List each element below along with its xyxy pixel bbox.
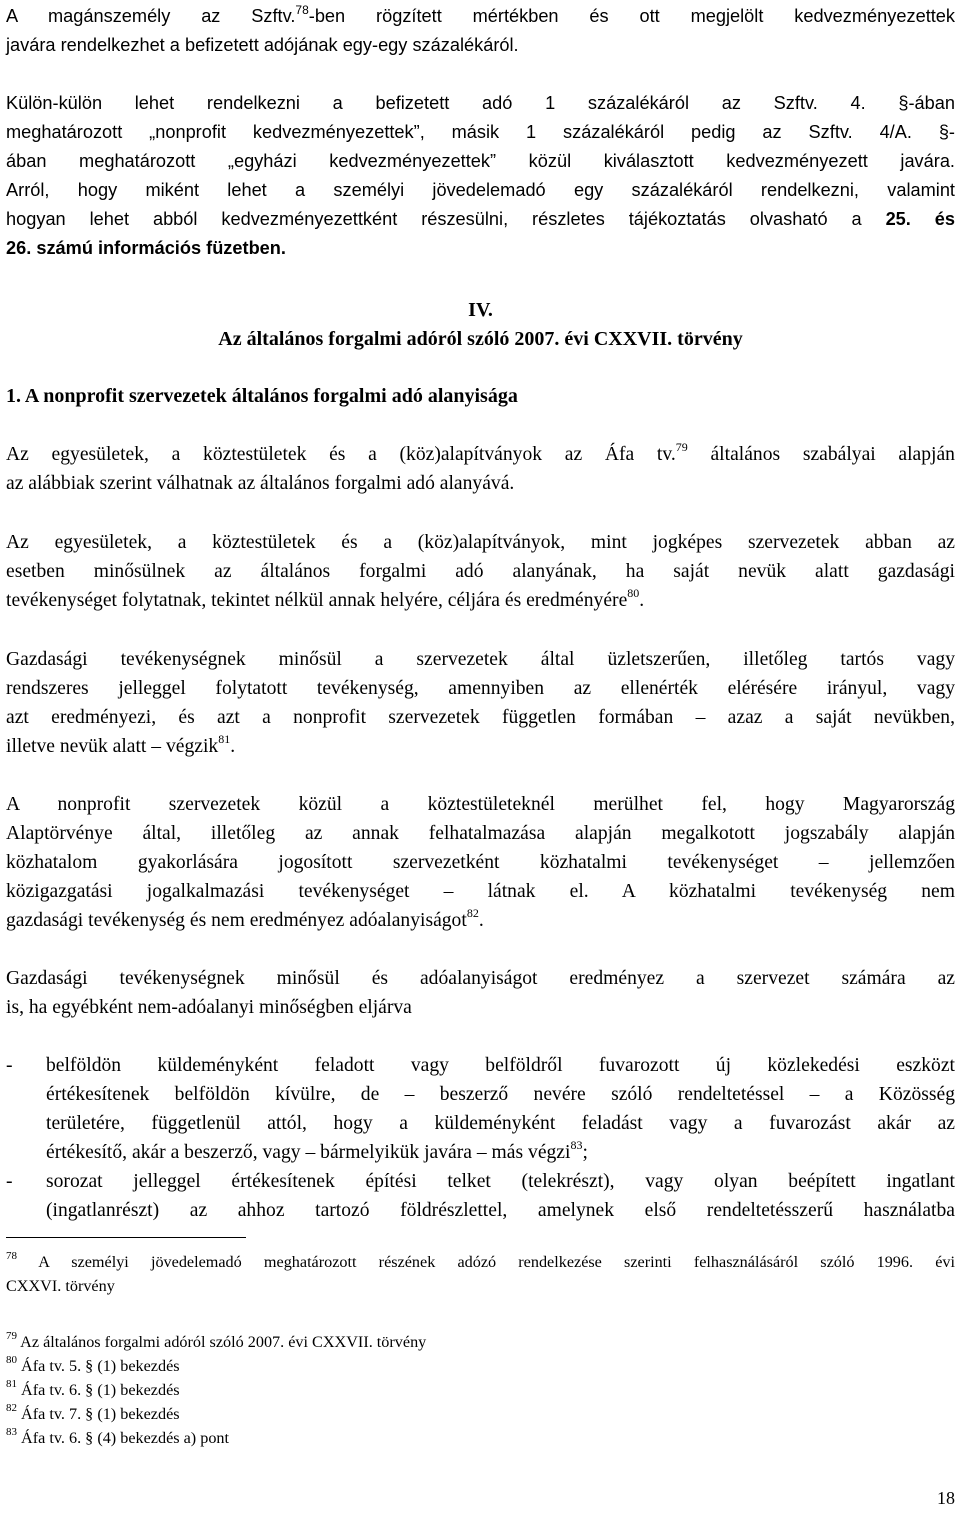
- text-line: 26. számú információs füzetben.: [6, 238, 286, 258]
- footnote-ref[interactable]: 81: [218, 732, 231, 747]
- list-item-text: [46, 1167, 955, 1225]
- text-line: belföldön küldeményként feladott vagy belföldről fuvarozott új közlekedési eszközt: [46, 1055, 955, 1076]
- paragraph-koztestuletek: [6, 790, 955, 935]
- text-line: A nonprofit szervezetek közül a köztestületeknél merülhet fel, hogy Magyarország: [6, 794, 955, 815]
- text-line: Külön-külön lehet rendelkezni a befizetett adó 1 százalékáról az Szftv. 4. §-ában: [6, 93, 955, 113]
- footnote-ref[interactable]: 78: [295, 2, 309, 17]
- footnote-number: 78: [6, 1249, 17, 1262]
- footnote-82: $^{82}$ Áfa tv. 7. § (1) bekezdés: [6, 1401, 180, 1423]
- text-line: is, ha egyébként nem-adóalanyi minőségben eljárva: [6, 997, 412, 1018]
- text-line: meghatározott „nonprofit kedvezményezettek”, másik 1 százalékáról pedig az Szftv. 4/A. §-: [6, 122, 955, 142]
- text-line: hogyan lehet abból kedvezményezettként részesülni, részletes tájékoztatás olvasható a 25. és: [6, 209, 955, 229]
- footnote-ref[interactable]: 82: [466, 906, 479, 921]
- footnote-number: 82: [6, 1401, 17, 1414]
- text-line: esetben minősülnek az általános forgalmi adó alanyának, ha saját nevük alatt gazdasági: [6, 561, 955, 582]
- text-line: közhatalom gyakorlására jogosított szervezetként közhatalmi tevékenységet – jellemzően: [6, 852, 955, 873]
- footnote-83: $^{83}$ Áfa tv. 6. § (4) bekezdés a) pont: [6, 1425, 230, 1447]
- text-line: értékesítő, akár a beszerző, vagy – bármelyikük javára – más végzi$^{83}$;: [46, 1138, 588, 1163]
- text-line: gazdasági tevékenység és nem eredményez adóalanyiságot$^{82}$.: [6, 906, 484, 931]
- footnote-separator: [6, 1237, 246, 1238]
- footnote-79: $^{79}$ Az általános forgalmi adóról szóló 2007. évi CXXVII. törvény: [6, 1329, 427, 1351]
- page-number: 18: [937, 1488, 955, 1508]
- section-number: IV.: [468, 299, 493, 321]
- footnote-80: $^{80}$ Áfa tv. 5. § (1) bekezdés: [6, 1353, 180, 1375]
- footnote-number: 80: [6, 1353, 17, 1366]
- text-line: közigazgatási jogalkalmazási tevékenységet – látnak el. A közhatalmi tevékenység nem: [6, 881, 955, 902]
- text-line: Az egyesületek, a köztestületek és a (köz)alapítványok az Áfa tv.$^{79}$ általános szabályai alapján: [6, 440, 955, 465]
- text-line: Arról, hogy miként lehet a személyi jövedelemadó egy százalékáról rendelkezni, valamint: [6, 180, 955, 200]
- section-title: Az általános forgalmi adóról szóló 2007. évi CXXVII. törvény: [218, 328, 743, 350]
- paragraph-gazdasagi-tevekenyseg: [6, 645, 955, 761]
- subsection-title: 1. A nonprofit szervezetek általános forgalmi adó alanyisága: [6, 385, 518, 407]
- text-line: Alaptörvénye által, illetőleg az annak felhatalmazása alapján megalkotott jogszabály alapján: [6, 823, 955, 844]
- text-line: azt eredményezi, és azt a nonprofit szervezetek független formában – azaz a saját nevükben,: [6, 707, 955, 728]
- paragraph-nem-adoalanyi: [6, 964, 955, 1022]
- list-dash: -: [6, 1055, 13, 1076]
- footnote-number: 79: [6, 1329, 17, 1342]
- text-line: Gazdasági tevékenységnek minősül a szervezetek által üzletszerűen, illetőleg tartós vagy: [6, 649, 955, 670]
- paragraph-kulon-rendelkezes: [6, 89, 955, 263]
- paragraph-jogkepes-szervezetek: [6, 528, 955, 615]
- footnote-ref[interactable]: 83: [570, 1138, 583, 1153]
- list-dash: -: [6, 1171, 13, 1192]
- footnote-line: $^{78}$ A személyi jövedelemadó meghatározott részének adózó rendelkezése szerinti felhasználásáról szóló 1996. évi: [6, 1249, 955, 1271]
- paragraph-szja-rendelkezes: [6, 2, 955, 60]
- footnote-number: 83: [6, 1425, 17, 1438]
- footnote-ref[interactable]: 79: [675, 440, 688, 455]
- text-line: (ingatlanrészt) az ahhoz tartozó földrészlettel, amelynek első rendeltetésszerű használatba: [46, 1200, 955, 1221]
- text-line: rendszeres jelleggel folytatott tevékenység, amennyiben az ellenérték elérésére irányul, vagy: [6, 678, 955, 699]
- footnote-number: 81: [6, 1377, 17, 1390]
- text-line: Az egyesületek, a köztestületek és a (köz)alapítványok, mint jogképes szervezetek abban az: [6, 532, 955, 553]
- text-line: tevékenységet folytatnak, tekintet nélkül annak helyére, céljára és eredményére$^{80}$.: [6, 586, 645, 611]
- footnote-line: CXXVI. törvény: [6, 1277, 115, 1295]
- text-line: javára rendelkezhet a befizetett adójának egy-egy százalékáról.: [6, 35, 519, 55]
- text-line: sorozat jelleggel értékesítenek építési telket (telekrészt), vagy olyan beépített ingatlant: [46, 1171, 955, 1192]
- text-line: az alábbiak szerint válhatnak az általános forgalmi adó alanyává.: [6, 473, 515, 494]
- text-line: Gazdasági tevékenységnek minősül és adóalanyiságot eredményez a szervezet számára az: [6, 968, 955, 989]
- text-line: illetve nevük alatt – végzik$^{81}$.: [6, 732, 236, 757]
- footnote-81: $^{81}$ Áfa tv. 6. § (1) bekezdés: [6, 1377, 180, 1399]
- text-line: ában meghatározott „egyházi kedvezményezettek” közül kiválasztott kedvezményezett javára.: [6, 151, 955, 171]
- text-line: területére, függetlenül attól, hogy a küldeményként feladást vagy a fuvarozást akár az: [46, 1113, 955, 1134]
- text-line: A magánszemély az Szftv.$^{78}$-ben rögzített mértékben és ott megjelölt kedvezményezettek: [6, 2, 956, 26]
- footnote-78: [6, 1250, 955, 1298]
- text-line: értékesítenek belföldön kívülre, de – beszerző nevére szóló rendeltetéssel – a Közösség: [46, 1084, 955, 1105]
- list-item-text: [46, 1051, 955, 1167]
- footnote-ref[interactable]: 80: [627, 586, 640, 601]
- paragraph-afa-alanyisag: [6, 440, 955, 498]
